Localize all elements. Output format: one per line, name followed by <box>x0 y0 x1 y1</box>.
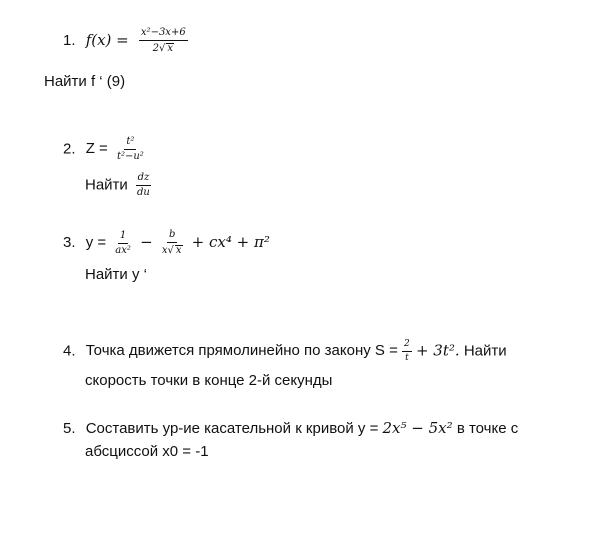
problem-3-lhs: y = <box>85 233 107 251</box>
problem-1-den-radicand: x <box>167 43 173 54</box>
sqrt-icon: √ <box>158 43 166 54</box>
problem-3-frac1-num: 1 <box>118 231 128 244</box>
problem-3-fraction-2 <box>160 230 185 256</box>
problem-4-line1-math: + 3t². <box>415 341 460 360</box>
problem-3-minus: − <box>140 232 153 251</box>
problem-2-number: 2. <box>63 140 76 158</box>
problem-1-number: 1. <box>63 31 76 49</box>
sqrt-icon: √ <box>167 245 174 256</box>
problem-4-line1-suffix: Найти <box>463 342 507 360</box>
problem-3-frac1-den: ax² <box>115 244 131 256</box>
problem-2-task <box>85 173 152 198</box>
problem-3-task: Найти y ‘ <box>85 266 147 283</box>
problem-2-fraction <box>115 137 146 162</box>
problem-3-frac2-den <box>160 243 185 256</box>
problem-2 <box>63 137 146 162</box>
problem-2-task-prefix: Найти <box>85 176 128 194</box>
problem-1-numerator: x²−3x+6 <box>139 28 188 41</box>
problem-4-line1-prefix: Точка движется прямолинейно по закону S = <box>85 342 398 360</box>
problem-2-derivative-num: dz <box>136 173 152 186</box>
problem-4-number: 4. <box>63 342 76 360</box>
problem-5-line1-suffix: в точке с <box>456 420 519 437</box>
problem-2-derivative-den: du <box>136 187 150 198</box>
problem-1-denominator <box>151 41 176 54</box>
problem-1-fraction <box>139 28 188 54</box>
problem-5-line1-math: 2x⁵ − 5x² <box>382 419 453 437</box>
problem-2-numerator: t² <box>124 137 136 150</box>
problem-4-frac-den: t <box>405 353 409 363</box>
problem-2-derivative <box>135 173 152 198</box>
problem-3-fraction-1 <box>113 231 133 256</box>
problem-3-tail: + cx⁴ + π² <box>191 232 270 251</box>
problem-4-frac-num: 2 <box>402 340 412 352</box>
problem-5-line2: абсциссой x0 = -1 <box>85 443 209 460</box>
problem-5-line1-prefix: Составить ур-ие касательной к кривой y = <box>85 420 379 437</box>
problem-5 <box>63 419 518 437</box>
problem-4 <box>63 340 507 363</box>
problem-5-number: 5. <box>63 420 76 437</box>
problem-1-task: Найти f ‘ (9) <box>44 73 126 90</box>
problem-3 <box>63 230 270 256</box>
problem-2-denominator: t²−u² <box>116 151 144 162</box>
problem-3-number: 3. <box>63 233 76 251</box>
problem-1-den-coef: 2 <box>152 43 159 54</box>
problem-3-frac2-num: b <box>167 230 177 243</box>
problem-3-frac2-den-prefix: x <box>161 245 168 256</box>
problem-3-frac2-den-radicand: x <box>175 245 182 256</box>
problem-1 <box>63 28 188 54</box>
problem-4-fraction <box>402 340 412 363</box>
problem-1-function: f(x) = <box>85 30 129 49</box>
problem-2-lhs: Z = <box>85 140 108 158</box>
problem-4-line2: скорость точки в конце 2-й секунды <box>85 372 333 389</box>
